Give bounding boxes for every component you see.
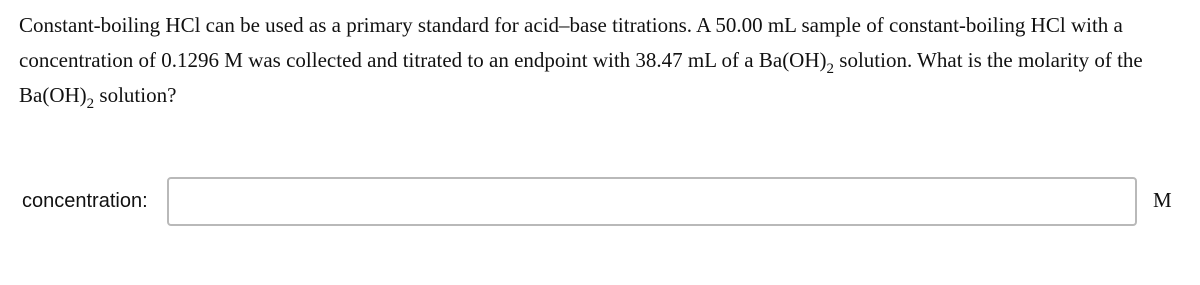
question-text (19, 8, 1184, 113)
question-text-part-2: solution. What is the molarity of the Ba(OH) (19, 48, 1143, 107)
subscript-2: 2 (826, 61, 835, 77)
concentration-label: concentration: (22, 190, 148, 212)
question-text-part-3: solution? (94, 83, 177, 107)
subscript-2: 2 (86, 96, 95, 112)
answer-row (0, 175, 1200, 230)
question-text-part-1: Constant-boiling HCl can be used as a primary standard for acid–base titrations. A 50.00 mL sample of constant-boiling HCl with a concentration of 0.1296 M was collected and titrated to an endpoint with 38.47 mL of a Ba(OH) (19, 13, 1123, 72)
unit-label: M (1153, 188, 1172, 212)
concentration-input[interactable] (167, 177, 1137, 226)
